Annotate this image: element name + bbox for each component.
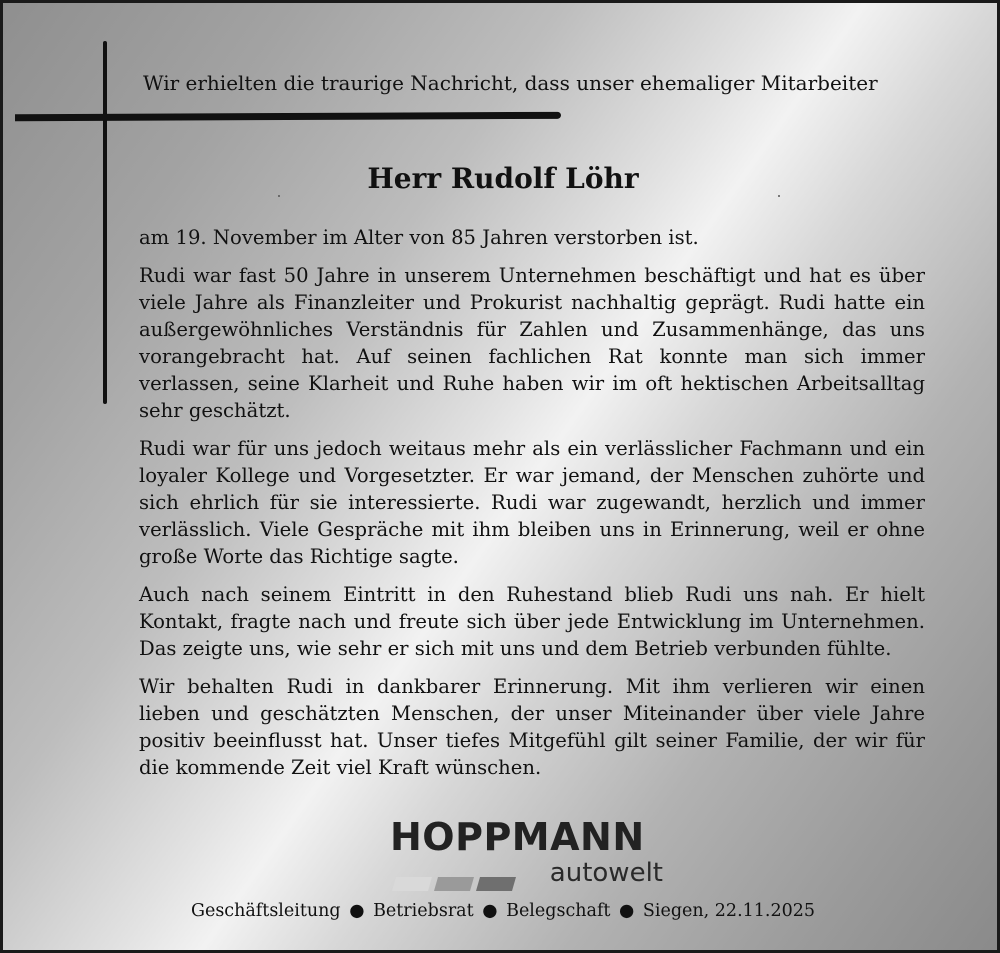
company-logo bbox=[390, 815, 666, 890]
cross-vertical-bar bbox=[103, 41, 107, 404]
deceased-name: Herr Rudolf Löhr bbox=[367, 162, 639, 195]
bullet-icon: ● bbox=[482, 901, 498, 921]
bullet-icon: ● bbox=[619, 901, 635, 921]
footer-staff: Belegschaft bbox=[506, 901, 611, 921]
footer-place-date: Siegen, 22.11.2025 bbox=[642, 901, 816, 921]
intro-line: Wir erhielten die traurige Nachricht, dass unser ehemaliger Mitarbeiter bbox=[143, 71, 878, 95]
footer-management: Geschäftsleitung bbox=[190, 901, 341, 921]
paragraph-character: Rudi war für uns jedoch weitaus mehr als ein verlässlicher Fachmann und ein loyaler Kollege und Vorgesetzter. Er war jemand, der Menschen zuhörte und sich ehrlich für sie interessierte. Rudi war zugewandt, herzlich und immer verlässlich. Viele Gespräche mit ihm bleiben uns in Erinnerung, weil er ohne große Worte das Richtige sagte. bbox=[139, 437, 925, 568]
bullet-icon: ● bbox=[349, 901, 365, 921]
paragraph-retirement: Auch nach seinem Eintritt in den Ruhestand blieb Rudi uns nah. Er hielt Kontakt, fragte nach und freute sich über jede Entwicklung im Unternehmen. Das zeigte uns, wie sehr er sich mit uns und dem Betrieb verbunden fühlte. bbox=[139, 583, 925, 660]
notice-body bbox=[139, 224, 925, 792]
decor-dot-right bbox=[778, 195, 780, 197]
logo-subtitle: autowelt bbox=[549, 858, 663, 888]
decor-dot-left bbox=[278, 195, 280, 197]
paragraph-death-date: am 19. November im Alter von 85 Jahren verstorben ist. bbox=[139, 226, 699, 249]
signature-line bbox=[3, 899, 1000, 923]
logo-wordmark: HOPPMANN bbox=[390, 815, 645, 859]
paragraph-career: Rudi war fast 50 Jahre in unserem Unternehmen beschäftigt und hat es über viele Jahre als Finanzleiter und Prokurist nachhaltig geprägt. Rudi hatte ein außergewöhnliches Verständnis für Zahlen und Zusammenhänge, das uns vorangebracht hat. Auf seinen fachlichen Rat konnte man sich immer verlassen, seine Klarheit und Ruhe haben wir im oft hektischen Arbeitsalltag sehr geschätzt. bbox=[139, 264, 925, 422]
footer-works-council: Betriebsrat bbox=[373, 901, 474, 921]
paragraph-condolence: Wir behalten Rudi in dankbarer Erinnerung. Mit ihm verlieren wir einen lieben und geschätzten Menschen, der unser Miteinander über viele Jahre positiv beeinflusst hat. Unser tiefes Mitgefühl gilt seiner Familie, der wir für die kommende Zeit viel Kraft wünschen. bbox=[139, 675, 925, 779]
cross-horizontal-bar bbox=[15, 112, 561, 121]
logo-stripes-graphic bbox=[392, 877, 522, 891]
